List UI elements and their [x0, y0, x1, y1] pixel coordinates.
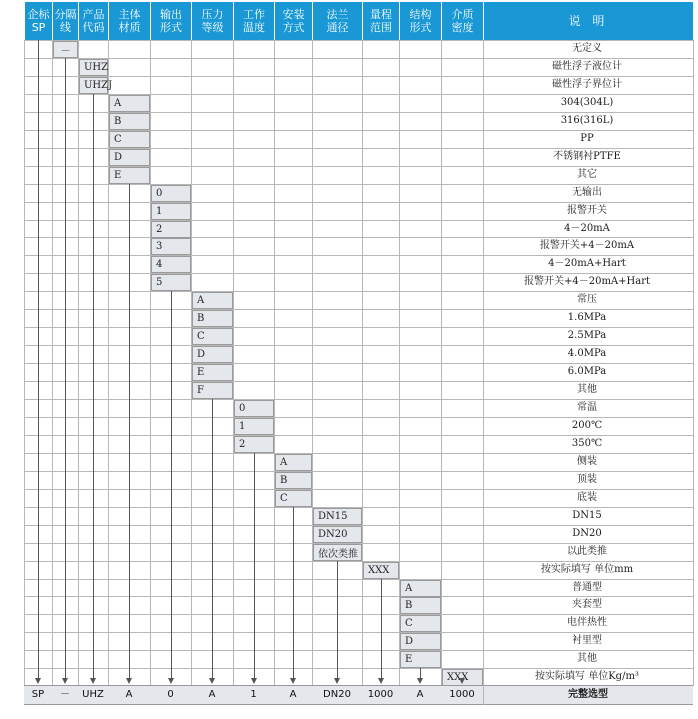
column-header-text: 结构	[409, 8, 432, 21]
column-header	[400, 2, 441, 40]
arrow-down-icon	[290, 678, 296, 684]
column-divider	[52, 40, 53, 686]
code-cell: C	[400, 615, 441, 632]
column-divider	[78, 40, 79, 686]
column-header-text: 压力	[201, 8, 224, 21]
description-text: 常温	[577, 402, 597, 413]
description-text: DN15	[572, 510, 602, 521]
column-header	[363, 2, 399, 40]
code-cell: C	[109, 131, 150, 148]
column-header-text: 产品	[82, 8, 105, 21]
code-cell: －	[53, 41, 78, 58]
code-cell: 2	[234, 436, 274, 453]
connector-line	[337, 561, 338, 679]
code-cell: A	[400, 580, 441, 597]
summary-title: 完整选型	[568, 689, 608, 700]
code-cell: A	[275, 454, 312, 471]
description-text: 其它	[577, 169, 597, 180]
column-divider	[362, 40, 363, 686]
code-cell: A	[192, 292, 233, 309]
code-cell: 2	[151, 221, 191, 238]
column-divider	[233, 40, 234, 686]
arrow-down-icon	[334, 678, 340, 684]
column-header	[313, 2, 362, 40]
description-text: 304(304L)	[560, 97, 614, 108]
description-text: 常压	[577, 294, 597, 305]
code-cell: 3	[151, 238, 191, 255]
description-text: 底装	[577, 492, 597, 503]
arrow-down-icon	[35, 678, 41, 684]
code-cell: D	[109, 149, 150, 166]
arrow-down-icon	[417, 678, 423, 684]
description-text: 按实际填写 单位mm	[540, 564, 634, 575]
column-header	[275, 2, 312, 40]
column-header	[151, 2, 191, 40]
code-cell: B	[400, 597, 441, 614]
column-header-text: 线	[60, 21, 71, 34]
arrow-down-icon	[62, 678, 68, 684]
column-header-text: 等级	[201, 21, 224, 34]
arrow-down-icon	[126, 678, 132, 684]
column-header-text: 企标	[27, 8, 50, 21]
description-text: 报警开关	[567, 205, 607, 216]
column-divider	[312, 40, 313, 686]
description-text: 4.0MPa	[567, 348, 607, 359]
column-header	[234, 2, 274, 40]
description-text: 4－20mA	[564, 223, 610, 234]
code-cell: B	[275, 472, 312, 489]
description-text: 按实际填写 单位Kg/m³	[535, 671, 639, 682]
column-header-text: 工作	[243, 8, 265, 21]
code-cell: DN15	[313, 508, 362, 525]
code-cell: DN20	[313, 526, 362, 543]
column-header-text: 输出	[160, 8, 182, 21]
code-cell: C	[275, 490, 312, 507]
description-text: 电伴热性	[567, 617, 607, 628]
description-text: 不锈钢衬PTFE	[553, 151, 621, 162]
column-header	[53, 2, 78, 40]
column-header-text: 介质	[451, 8, 474, 21]
summary-value: A	[125, 689, 133, 700]
arrow-down-icon	[168, 678, 174, 684]
column-header-text: 安装	[282, 8, 305, 21]
connector-line	[254, 453, 255, 679]
column-header-text: 方式	[282, 21, 305, 34]
code-cell: 1	[151, 203, 191, 220]
code-cell: 0	[234, 400, 274, 417]
code-cell: A	[109, 95, 150, 112]
column-divider	[441, 40, 442, 686]
description-text: DN20	[572, 528, 602, 539]
column-header-text: 形式	[160, 21, 182, 34]
code-cell: 0	[151, 185, 191, 202]
column-divider	[274, 40, 275, 686]
description-text: 其他	[577, 653, 597, 664]
summary-value: DN20	[323, 689, 351, 700]
description-text: 2.5MPa	[567, 330, 607, 341]
description-text: 4－20mA+Hart	[548, 258, 626, 269]
code-cell: 4	[151, 256, 191, 273]
code-cell: UHZJ	[79, 77, 108, 94]
column-header	[79, 2, 108, 40]
column-header-text: 范围	[370, 21, 392, 34]
description-text: 1.6MPa	[567, 312, 607, 323]
description-text: 其他	[577, 384, 597, 395]
column-header-text: 通径	[326, 21, 349, 34]
code-cell: UHZ	[79, 59, 108, 76]
description-text: 200℃	[571, 420, 603, 431]
column-divider	[24, 40, 25, 686]
description-text: 磁性浮子液位计	[552, 61, 622, 72]
code-cell: F	[192, 382, 233, 399]
column-header-text: 温度	[243, 21, 265, 34]
description-text: 350℃	[571, 438, 603, 449]
code-cell: XXX	[363, 562, 399, 579]
description-text: PP	[580, 133, 594, 144]
description-text: 普通型	[572, 582, 602, 593]
connector-line	[212, 399, 213, 679]
column-header	[109, 2, 150, 40]
summary-value: 1000	[367, 689, 394, 700]
column-header	[484, 2, 693, 40]
arrow-down-icon	[209, 678, 215, 684]
connector-line	[171, 291, 172, 679]
code-cell: B	[192, 310, 233, 327]
arrow-down-icon	[90, 678, 96, 684]
arrow-down-icon	[459, 678, 465, 684]
code-cell: E	[400, 651, 441, 668]
column-header	[442, 2, 483, 40]
code-cell: B	[109, 113, 150, 130]
description-text: 侧装	[577, 456, 597, 467]
description-text: 无输出	[572, 187, 602, 198]
code-cell: XXX	[442, 669, 483, 686]
column-header-text: 量程	[370, 8, 392, 21]
column-header-text: 说 明	[568, 13, 609, 28]
column-divider	[150, 40, 151, 686]
summary-value: A	[416, 689, 424, 700]
description-text: 无定义	[572, 43, 602, 54]
column-divider	[693, 40, 694, 686]
summary-value: 1	[250, 689, 257, 700]
code-cell: 5	[151, 274, 191, 291]
connector-line	[129, 184, 130, 679]
code-cell: 依次类推	[313, 544, 362, 561]
summary-value: UHZ	[82, 689, 104, 700]
column-header-text: SP	[31, 21, 46, 34]
description-text: 衬里型	[572, 635, 602, 646]
column-header-text: 法兰	[326, 8, 349, 21]
summary-value: 1000	[449, 689, 475, 700]
code-cell: D	[192, 346, 233, 363]
code-cell: E	[192, 364, 233, 381]
connector-line	[293, 507, 294, 679]
connector-line	[65, 58, 66, 679]
description-text: 顶装	[577, 474, 597, 485]
arrow-down-icon	[378, 678, 384, 684]
code-cell: D	[400, 633, 441, 650]
column-header-text: 形式	[409, 21, 432, 34]
column-header-text: 分隔	[54, 8, 77, 21]
column-header	[25, 2, 52, 40]
description-text: 以此类推	[567, 546, 607, 557]
summary-value: SP	[31, 689, 45, 700]
summary-value: 0	[167, 689, 174, 700]
connector-line	[38, 40, 39, 679]
column-header-text: 材质	[118, 21, 141, 34]
code-cell: 1	[234, 418, 274, 435]
connector-line	[381, 579, 382, 679]
description-text: 夹套型	[572, 599, 602, 610]
column-header-text: 主体	[118, 8, 141, 21]
description-text: 磁性浮子界位计	[552, 79, 622, 90]
connector-line	[93, 94, 94, 679]
description-text: 报警开关+4－20mA+Hart	[523, 276, 651, 287]
column-header	[192, 2, 233, 40]
summary-divider	[483, 685, 484, 705]
column-header-text: 密度	[451, 21, 474, 34]
description-text: 6.0MPa	[567, 366, 607, 377]
arrow-down-icon	[251, 678, 257, 684]
code-cell: E	[109, 167, 150, 184]
summary-value: －	[60, 689, 70, 700]
description-text: 报警开关+4－20mA	[539, 240, 635, 251]
code-cell: C	[192, 328, 233, 345]
summary-value: A	[208, 689, 216, 700]
summary-value: A	[289, 689, 297, 700]
description-text: 316(316L)	[560, 115, 614, 126]
column-header-text: 代码	[82, 21, 105, 34]
